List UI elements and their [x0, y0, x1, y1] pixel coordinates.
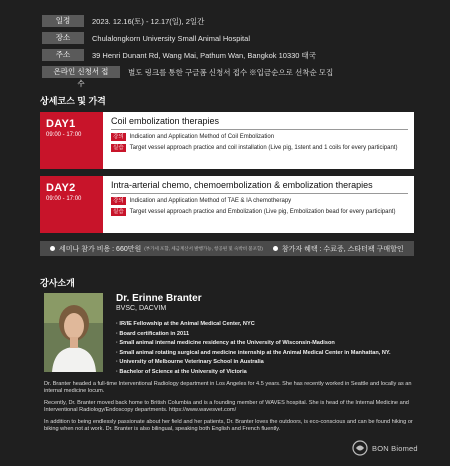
bio-paragraph: Dr. Branter headed a full-time Interventional Radiology department in Los Angeles for 4.5 years. She has recently worked in Seattle and locally as an internal medicine locum. [44, 381, 412, 394]
info-row-address [42, 48, 422, 62]
day-time: 09:00 - 17:00 [46, 196, 82, 202]
benefit-item [273, 244, 404, 254]
date-value: 2023. 12.16(토) - 12.17(일), 2일간 [92, 16, 205, 26]
lecturer-career-list [116, 321, 436, 378]
fee-note: (부가세 포함, 세금계산서 발행가능, 항공편 및 숙박비 불포함) [144, 245, 263, 251]
address-tag: 주소 [42, 49, 84, 61]
info-row-date [42, 14, 422, 28]
course-line-practice [111, 208, 408, 216]
course-line-lecture [111, 133, 408, 141]
lecture-tag: 강의 [113, 198, 124, 204]
bio-paragraph: Recently, Dr. Branter moved back home to British Columbia and is a founding member of WAVES hospital. She is head of the Internal Medicine and Interventional Radiology/Endoscopy departments. https://www.wavesvet.com/ [44, 400, 409, 413]
brand-logo [352, 440, 418, 456]
career-item: · Bachelor of Science at the University of Victoria [116, 368, 247, 375]
career-item: · University of Melbourne Veterinary School in Australia [116, 359, 264, 365]
career-item: · Small animal internal medicine residency at the University of Wisconsin-Madison [116, 340, 335, 346]
info-row-venue [42, 31, 422, 45]
address-value: 39 Henri Dunant Rd, Wang Mai, Pathum Wan, Bangkok 10330 태국 [92, 50, 317, 60]
fee-bar [40, 241, 414, 256]
lecture-text: Indication and Application Method of TAE & IA chemotherapy [129, 198, 292, 204]
career-item: · IR/IE Fellowship at the Animal Medical Center, NYC [116, 321, 255, 327]
bullet-icon [273, 246, 278, 251]
application-tag: 온라인 신청서 접수 [42, 66, 120, 78]
bio-paragraph: In addition to being endlessly passionate about her field and her patients, Dr. Branter loves the outdoors, is eco-conscious and can be found hiking or biking when not at work. Dr. Branter is also bilingual, speaking both English and French fluently. [44, 419, 413, 432]
career-item: · Board certification in 2011 [116, 330, 190, 337]
day-number: DAY2 [46, 182, 76, 194]
lecturer-name: Dr. Erinne Branter [116, 293, 202, 304]
career-item: · Small animal rotating surgical and medicine internship at the Animal Medical Center in Manhattan, NY. [116, 349, 391, 356]
lecturer-credentials: BVSC, DACVIM [116, 305, 167, 312]
course-line-lecture [111, 197, 408, 205]
lecture-text: Indication and Application Method of Coil Embolization [129, 134, 275, 140]
day-badge [40, 112, 103, 169]
course-section-title: 상세코스 및 가격 [40, 96, 106, 106]
course-content [103, 112, 414, 169]
course-title: Intra-arterial chemo, chemoembolization & embolization therapies [111, 180, 408, 194]
lecturer-photo [44, 293, 103, 372]
application-value: 별도 링크를 통한 구글폼 신청서 접수 ※입금순으로 선착순 모집 [128, 67, 334, 77]
course-title: Coil embolization therapies [111, 116, 408, 130]
info-row-application [42, 65, 422, 88]
practice-tag: 실습 [113, 145, 124, 151]
day-badge [40, 176, 103, 233]
fee-label: 세미나 참가 비용 : 660만원 [59, 245, 142, 253]
day-number: DAY1 [46, 118, 76, 130]
practice-text: Target vessel approach practice and Embolization (Live pig, Embolization bead for every participant) [129, 209, 396, 215]
venue-tag: 장소 [42, 32, 84, 44]
course-card-day1 [40, 112, 414, 169]
event-info [42, 14, 422, 88]
bullet-icon [50, 246, 55, 251]
logo-text: BON Biomed [372, 443, 418, 453]
lecturer-section-title: 강사소개 [40, 278, 75, 288]
course-content [103, 176, 414, 233]
fee-item [50, 244, 263, 254]
course-card-day2 [40, 176, 414, 233]
lecture-tag: 강의 [113, 134, 124, 140]
practice-tag: 실습 [113, 209, 124, 215]
day-time: 09:00 - 17:00 [46, 132, 82, 138]
venue-value: Chulalongkorn University Small Animal Hospital [92, 33, 250, 43]
logo-icon [352, 440, 368, 456]
benefit-label: 참가자 혜택 : 수료증, 스타터팩 구매할인 [281, 245, 404, 253]
course-line-practice [111, 144, 408, 152]
practice-text: Target vessel approach practice and coil installation (Live pig, 1stent and 1 coils for every participant) [129, 145, 398, 151]
date-tag: 일정 [42, 15, 84, 27]
